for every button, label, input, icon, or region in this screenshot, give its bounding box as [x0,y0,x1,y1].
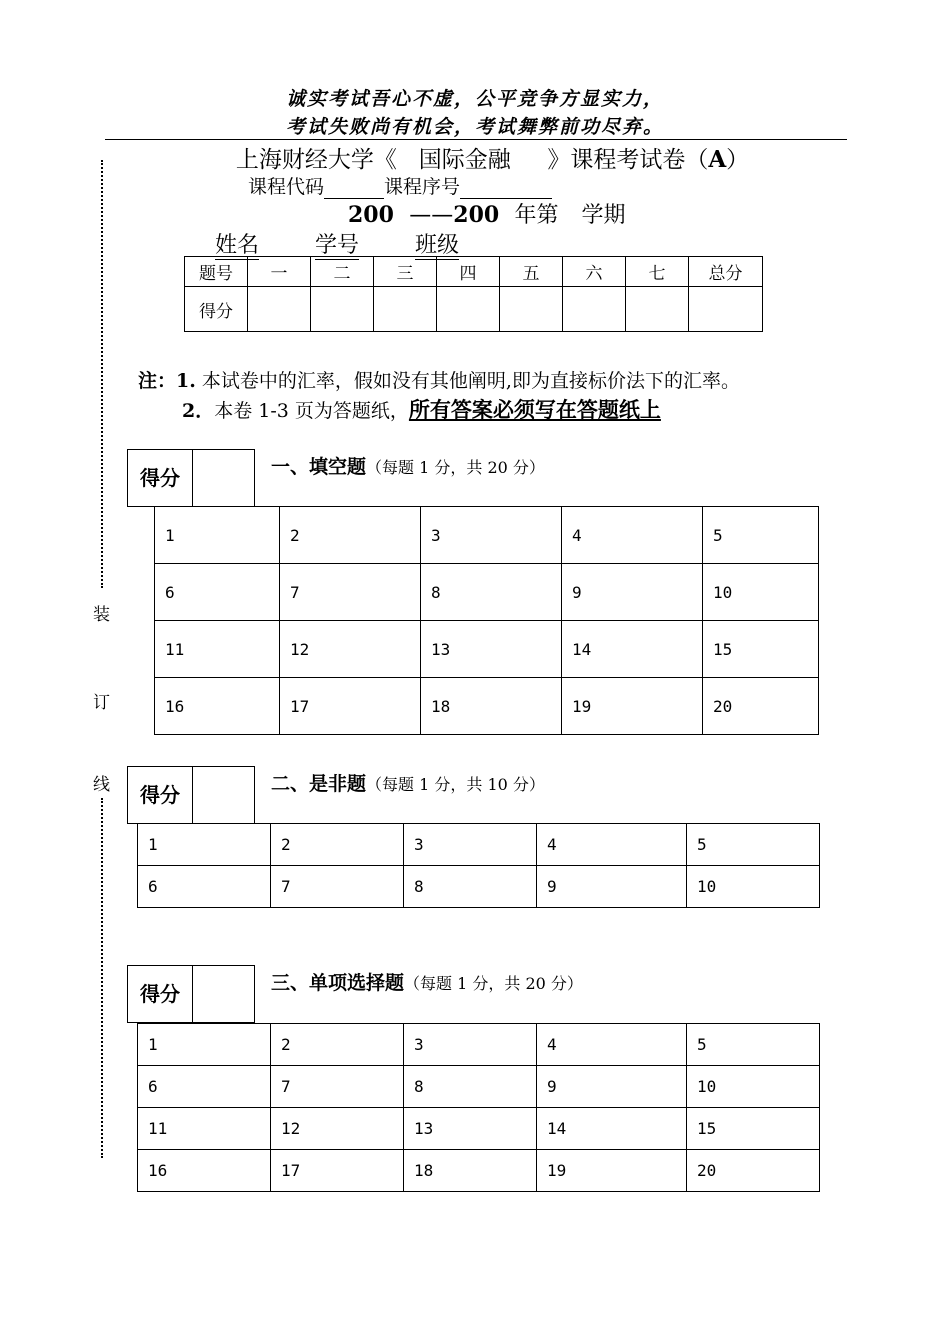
answer-cell[interactable]: 14 [562,621,703,678]
score-box-input[interactable] [193,966,254,1022]
course-seq-blank[interactable] [460,180,552,199]
note-1-text: 本试卷中的汇率，假如没有其他阐明,即为直接标价法下的汇率。 [201,370,740,392]
answer-cell[interactable]: 15 [687,1108,820,1150]
score-col-2: 二 [311,257,374,287]
answer-cell[interactable]: 7 [271,866,404,908]
answer-cell[interactable]: 9 [537,1066,687,1108]
answer-cell[interactable]: 1 [155,507,280,564]
course-code-label: 课程代码 [248,176,325,198]
section-2-title [271,769,545,796]
binding-char-1: 装 [93,605,110,625]
answer-cell[interactable]: 18 [404,1150,537,1192]
score-box-label: 得分 [128,767,193,823]
score-cell[interactable] [500,287,563,332]
course-seq-label: 课程序号 [384,176,461,198]
section-2-score-box [127,766,255,824]
year-dash: —— [409,203,454,228]
score-col-3: 三 [374,257,437,287]
header-divider [105,139,847,140]
score-row-label: 得分 [185,287,248,332]
section-2-heading: 二、是非题 [271,773,367,795]
binding-char-3: 线 [93,775,110,795]
section-3-answer-grid [137,1023,820,1192]
score-col-4: 四 [437,257,500,287]
answer-cell[interactable]: 6 [155,564,280,621]
course-code-blank[interactable] [324,180,384,199]
semester-label: 学期 [581,203,626,228]
note-2 [182,394,661,424]
score-col-1: 一 [248,257,311,287]
answer-cell[interactable]: 4 [537,1024,687,1066]
note-2-num: 2． [182,400,215,422]
score-cell[interactable] [311,287,374,332]
score-cell[interactable] [437,287,500,332]
score-col-5: 五 [500,257,563,287]
answer-cell[interactable]: 10 [687,866,820,908]
year-end: 200 [453,202,500,228]
year-start: 200 [348,202,394,228]
answer-cell[interactable]: 17 [280,678,421,735]
answer-cell[interactable]: 3 [404,824,537,866]
answer-cell[interactable]: 11 [155,621,280,678]
answer-cell[interactable]: 4 [537,824,687,866]
motto-line-2: 考试失败尚有机会，考试舞弊前功尽弃。 [285,116,664,138]
name-label: 姓名 [215,228,259,260]
answer-cell[interactable]: 5 [687,824,820,866]
answer-cell[interactable]: 9 [562,564,703,621]
answer-cell[interactable]: 8 [421,564,562,621]
answer-cell[interactable]: 19 [562,678,703,735]
answer-cell[interactable]: 9 [537,866,687,908]
title-right: 》课程考试卷（ [547,147,709,173]
answer-cell[interactable]: 10 [703,564,819,621]
exam-title [0,141,950,174]
answer-cell[interactable]: 19 [537,1150,687,1192]
score-col-7: 七 [626,257,689,287]
section-1-heading: 一、填空题 [271,456,367,478]
section-1-answer-grid [154,506,819,735]
score-box-label: 得分 [128,966,193,1022]
section-3-title [271,968,583,995]
answer-cell[interactable]: 2 [271,824,404,866]
answer-cell[interactable]: 15 [703,621,819,678]
answer-cell[interactable]: 20 [703,678,819,735]
section-3-heading: 三、单项选择题 [271,972,405,994]
score-cell-total[interactable] [689,287,763,332]
answer-cell[interactable]: 16 [155,678,280,735]
paper-version: A [708,146,727,173]
note-2-emphasis: 所有答案必须写在答题纸上 [408,398,661,422]
title-left: 上海财经大学《 [235,147,397,173]
answer-cell[interactable]: 7 [280,564,421,621]
note-1 [138,366,740,393]
answer-cell[interactable]: 6 [138,866,271,908]
note-prefix: 注： [138,370,177,392]
answer-cell[interactable]: 14 [537,1108,687,1150]
answer-cell[interactable]: 17 [271,1150,404,1192]
answer-cell[interactable]: 10 [687,1066,820,1108]
answer-cell[interactable]: 5 [703,507,819,564]
class-label: 班级 [415,228,459,260]
score-cell[interactable] [626,287,689,332]
student-id-label: 学号 [315,228,359,260]
section-1-title [271,452,545,479]
answer-cell[interactable]: 5 [687,1024,820,1066]
score-col-6: 六 [563,257,626,287]
answer-cell[interactable]: 1 [138,1024,271,1066]
section-3-note: （每题 1 分，共 20 分） [404,974,583,993]
year-label: 年第 [514,203,559,228]
score-col-total: 总分 [689,257,763,287]
score-cell[interactable] [563,287,626,332]
binding-dotted-line-top [101,160,103,588]
answer-cell[interactable]: 13 [404,1108,537,1150]
section-2-answer-grid [137,823,820,908]
score-box-label: 得分 [128,450,193,506]
course-name: 国际金融 [418,147,511,173]
answer-cell[interactable]: 13 [421,621,562,678]
answer-cell[interactable]: 2 [271,1024,404,1066]
answer-cell[interactable]: 20 [687,1150,820,1192]
title-end: ） [726,147,750,173]
score-table-header-label: 题号 [185,257,248,287]
answer-cell[interactable]: 6 [138,1066,271,1108]
score-cell[interactable] [248,287,311,332]
answer-cell[interactable]: 3 [421,507,562,564]
answer-cell[interactable]: 2 [280,507,421,564]
note-1-num: 1. [176,370,196,392]
answer-cell[interactable]: 11 [138,1108,271,1150]
section-1-score-box [127,449,255,507]
note-2-text: 本卷 1-3 页为答题纸， [214,400,409,422]
answer-cell[interactable]: 8 [404,866,537,908]
section-1-note: （每题 1 分，共 20 分） [366,458,545,477]
answer-cell[interactable]: 12 [280,621,421,678]
course-code-line [248,172,552,199]
answer-cell[interactable]: 18 [421,678,562,735]
term-line [348,198,626,229]
score-cell[interactable] [374,287,437,332]
answer-cell[interactable]: 12 [271,1108,404,1150]
section-3-score-box [127,965,255,1023]
answer-cell[interactable]: 16 [138,1150,271,1192]
score-box-input[interactable] [193,767,254,823]
answer-cell[interactable]: 7 [271,1066,404,1108]
section-2-note: （每题 1 分，共 10 分） [366,775,545,794]
score-box-input[interactable] [193,450,254,506]
answer-cell[interactable]: 3 [404,1024,537,1066]
answer-cell[interactable]: 1 [138,824,271,866]
answer-cell[interactable]: 8 [404,1066,537,1108]
score-table [184,256,763,332]
answer-cell[interactable]: 4 [562,507,703,564]
binding-dotted-line-bottom [101,798,103,1158]
motto-line-1: 诚实考试吾心不虚，公平竞争方显实力， [285,88,664,110]
binding-char-2: 订 [93,693,110,713]
